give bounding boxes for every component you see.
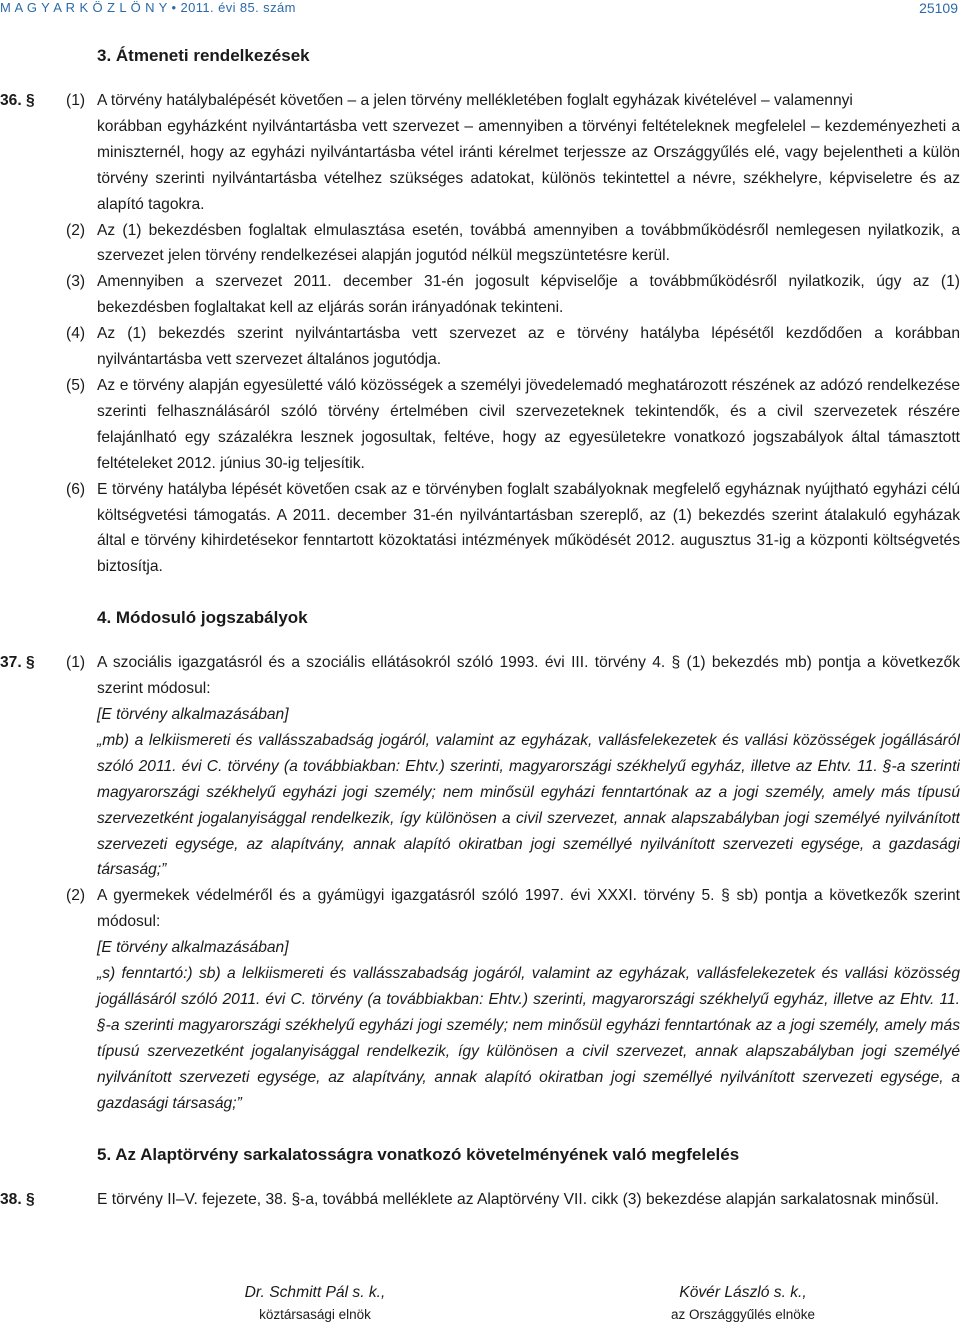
paragraph-number: (1) xyxy=(66,92,86,109)
paragraph-number: (3) xyxy=(66,273,86,291)
paragraph-number: (2) xyxy=(66,887,86,905)
paragraph-text: A szociális igazgatásról és a szociális ellátásokról szóló 1993. évi III. törvény 4. § (1) bekezdés mb) pontja a következők szerint módosul: xyxy=(97,654,960,698)
paragraph-36-3 xyxy=(0,269,960,321)
article-37 xyxy=(0,650,960,1116)
paragraph-number: (4) xyxy=(66,325,86,343)
quoted-text: „s) fenntartó:) sb) a lelkiismereti és vallásszabadság jogáról, valamint az egyházak, vallásfelekezetek és vallási közösség jogállásáról szóló 2011. évi C. törvény (a továbbiakban: Ehtv.) szerinti, magyarországi székhelyű egyház, illetve az Ehtv. 11. §-a szerinti magyarországi székhelyű egyházi jogi személy; nem minősül egyházi fenntartónak az a jogi személy, amely más típusú szervezetként jogalanyisággal rendelkezik, így különösen a civil szervezet, annak alapszabályban jogi személyé nyilvánított szervezeti egysége, az alapítvány, annak alapító okiratban jogi személlyé nyilvánított szervezeti egysége, a gazdasági társaság;” xyxy=(97,965,960,1112)
paragraph-text: A gyermekek védelméről és a gyámügyi igazgatásról szóló 1997. évi XXXI. törvény 5. § sb) pontja a következők szerint módosul: xyxy=(97,887,960,931)
article-number: 37. § xyxy=(0,654,35,672)
article-number: 38. § xyxy=(0,1190,35,1208)
paragraph-text: E törvény II–V. fejezete, 38. §-a, továbbá melléklete az Alaptörvény VII. cikk (3) bekezdése alapján sarkalatosnak minősül. xyxy=(97,1190,939,1208)
section-title-amended: 4. Módosuló jogszabályok xyxy=(97,608,308,628)
paragraph-36-6 xyxy=(0,477,960,581)
paragraph-number: (1) xyxy=(66,654,86,672)
paragraph-36-5 xyxy=(0,373,960,477)
paragraph-38 xyxy=(0,1187,960,1213)
paragraph-number: (6) xyxy=(66,480,86,498)
paragraph-text-first-line: A törvény hatálybalépését követően – a jelen törvény mellékletében foglalt egyházak kivételével – valamennyi xyxy=(97,92,853,109)
journal-title: M A G Y A R K Ö Z L Ö N Y • 2011. évi 85. szám xyxy=(0,0,296,15)
signatory-name: Kövér László s. k., xyxy=(679,1284,807,1301)
section-title-cardinal: 5. Az Alaptörvény sarkalatosságra vonatkozó követelményének való megfelelés xyxy=(97,1144,740,1164)
quoted-text: „mb) a lelkiismereti és vallásszabadság jogáról, valamint az egyházak, vallásfelekezetek és vallási közösségek jogállásáról szóló 2011. évi C. törvény (a továbbiakban: Ehtv.) szerinti, magyarországi székhelyű egyház, illetve az Ehtv. 11. §-a szerinti magyarországi székhelyű egyházi jogi személy; nem minősül egyházi fenntartónak az a jogi személy, amely más típusú szervezetként jogalanyisággal rendelkezik, így különösen a civil szervezet, annak alapszabályban jogi személyé nyilvánított szervezeti egysége, az alapítvány, annak alapító okiratban jogi személlyé nyilvánított szervezeti egysége, a gazdasági társaság;” xyxy=(97,731,960,879)
paragraph-36-1 xyxy=(0,88,960,114)
signatory-title: az Országgyűlés elnöke xyxy=(670,1307,816,1322)
section-title-transitional: 3. Átmeneti rendelkezések xyxy=(97,46,310,65)
article-38 xyxy=(0,1187,960,1213)
bracket-text: [E törvény alkalmazásában] xyxy=(97,939,289,957)
paragraph-number: (5) xyxy=(66,376,86,394)
paragraph-text: E törvény hatályba lépését követően csak az e törvényben foglalt szabályoknak megfelelő egyháznak nyújtható egyházi célú költségvetési támogatás. A 2011. december 31-én nyilvántartásban szereplő, az (1) bekezdés szerint átalakuló egyházak által e törvény kihirdetésekor fenntartott közoktatási intézmények működését 2012. augusztus 31-ig a központi költségvetés biztosítja. xyxy=(97,480,960,576)
paragraph-text: Az (1) bekezdésben foglaltak elmulasztása esetén, továbbá amennyiben a továbbműködésről nemlegesen nyilatkozik, a szervezet jelen törvény rendelkezései alapján jogutód nélkül megszüntetésre kerül. xyxy=(97,221,960,265)
article-36 xyxy=(0,88,960,580)
signature-president xyxy=(200,1282,430,1326)
paragraph-text: Amennyiben a szervezet 2011. december 31-én jogosult képviselője a továbbműködésről nyilatkozik, úgy az (1) bekezdésben foglaltakat kell az eljárás során irányadónak tekinteni. xyxy=(97,273,960,317)
paragraph-number: (2) xyxy=(66,221,86,239)
document-body xyxy=(0,44,960,1212)
article-number: 36. § xyxy=(0,92,35,109)
signatory-title: köztársasági elnök xyxy=(259,1307,371,1322)
signatory-name: Dr. Schmitt Pál s. k., xyxy=(244,1284,386,1301)
page-header xyxy=(0,0,960,20)
bracket-text: [E törvény alkalmazásában] xyxy=(97,706,289,724)
paragraph-36-4 xyxy=(0,321,960,373)
paragraph-36-2 xyxy=(0,218,960,270)
paragraph-text: Az (1) bekezdés szerint nyilvántartásba vett szervezet az e törvény hatályba lépésétől kezdődően a korábban nyilvántartásba vett szervezet általános jogutódja. xyxy=(97,325,960,369)
paragraph-text-continued: korábban egyházként nyilvántartásba vett szervezet – amennyiben a törvényi feltételeknek megfelelel – kezdeményezheti a miniszternél, hogy az egyházi nyilvántartásba vétel iránti kérelmet terjessze az Országgyűlés elé, vagy bejelentheti a külön törvény szerinti nyilvántartásba vételhez szükséges adatokat, különös tekintettel a névre, székhelyre, képviseletre és az alapító tagokra. xyxy=(97,117,960,213)
paragraph-37-2 xyxy=(0,883,960,1116)
signature-speaker xyxy=(628,1282,858,1326)
paragraph-37-1 xyxy=(0,650,960,883)
paragraph-text: Az e törvény alapján egyesületté váló közösségek a személyi jövedelemadó meghatározott részének az adózó rendelkezése szerinti felhasználásáról szóló törvény értelmében civil szervezeteknek tekintendők, és a civil szervezetek részére felajánlható egy százalékra lesznek jogosultak, feltéve, hogy az egyesületekre vonatkozó jogszabályok által támasztott feltételeket 2012. június 30-ig teljesítik. xyxy=(97,376,960,472)
page-number: 25109 xyxy=(919,0,958,16)
